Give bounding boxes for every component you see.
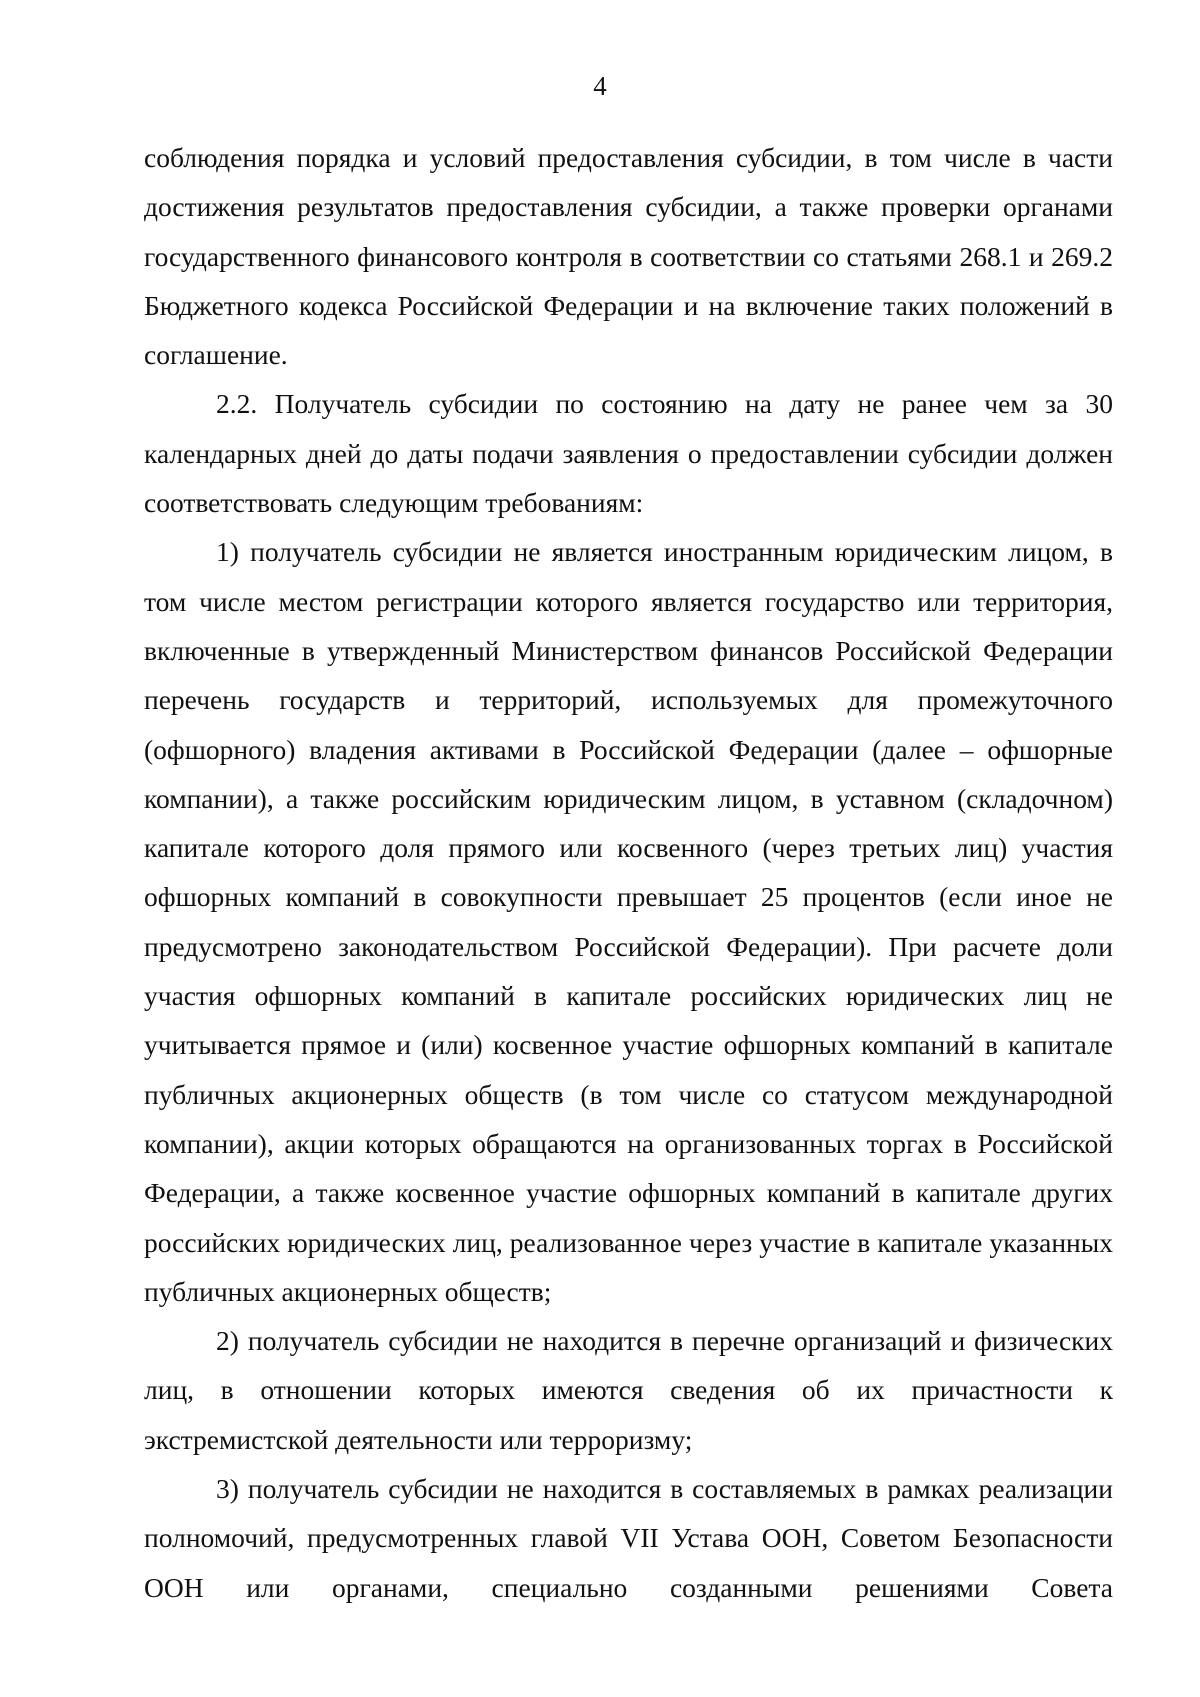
paragraph-2-2: 2.2. Получатель субсидии по состоянию на дату не ранее чем за 30 календарных дней до даты подачи заявления о предоставлении субсидии должен соответствовать следующим требованиям: [144, 388, 1113, 519]
page-number: 4 [593, 71, 607, 101]
list-item-1: 1) получатель субсидии не является иностранным юридическим лицом, в том числе местом регистрации которого является государство или территория, включенные в утвержденный Министерством финансов Российской Федерации перечень государств и территорий, используемых для промежуточного (офшорного) владения активами в Российской Федерации (далее – офшорные компании), а также российским юридическим лицом, в уставном (складочном) капитале которого доля прямого или косвенного (через третьих лиц) участия офшорных компаний в совокупности превышает 25 процентов (если иное не предусмотрено законодательством Российской Федерации). При расчете доли участия офшорных компаний в капитале российских юридических лиц не учитывается прямое и (или) косвенное участие офшорных компаний в капитале публичных акционерных обществ (в том числе со статусом международной компании), акции которых обращаются на организованных торгах в Российской Федерации, а также косвенное участие офшорных компаний в капитале других российских юридических лиц, реализованное через участие в капитале указанных публичных акционерных обществ; [144, 536, 1113, 1307]
document-body [144, 133, 1113, 1612]
paragraph-continuation: соблюдения порядка и условий предоставления субсидии, в том числе в части достижения результатов предоставления субсидии, а также проверки органами государственного финансового контроля в соответствии со статьями 268.1 и 269.2 Бюджетного кодекса Российской Федерации и на включение таких положений в соглашение. [144, 142, 1113, 371]
list-item-3: 3) получатель субсидии не находится в составляемых в рамках реализации полномочий, предусмотренных главой VII Устава ООН, Советом Безопасности ООН или органами, специально созданными решениями Совета [144, 1473, 1113, 1603]
list-item-2: 2) получатель субсидии не находится в перечне организаций и физических лиц, в отношении которых имеются сведения об их причастности к экстремистской деятельности или терроризму; [144, 1325, 1113, 1455]
